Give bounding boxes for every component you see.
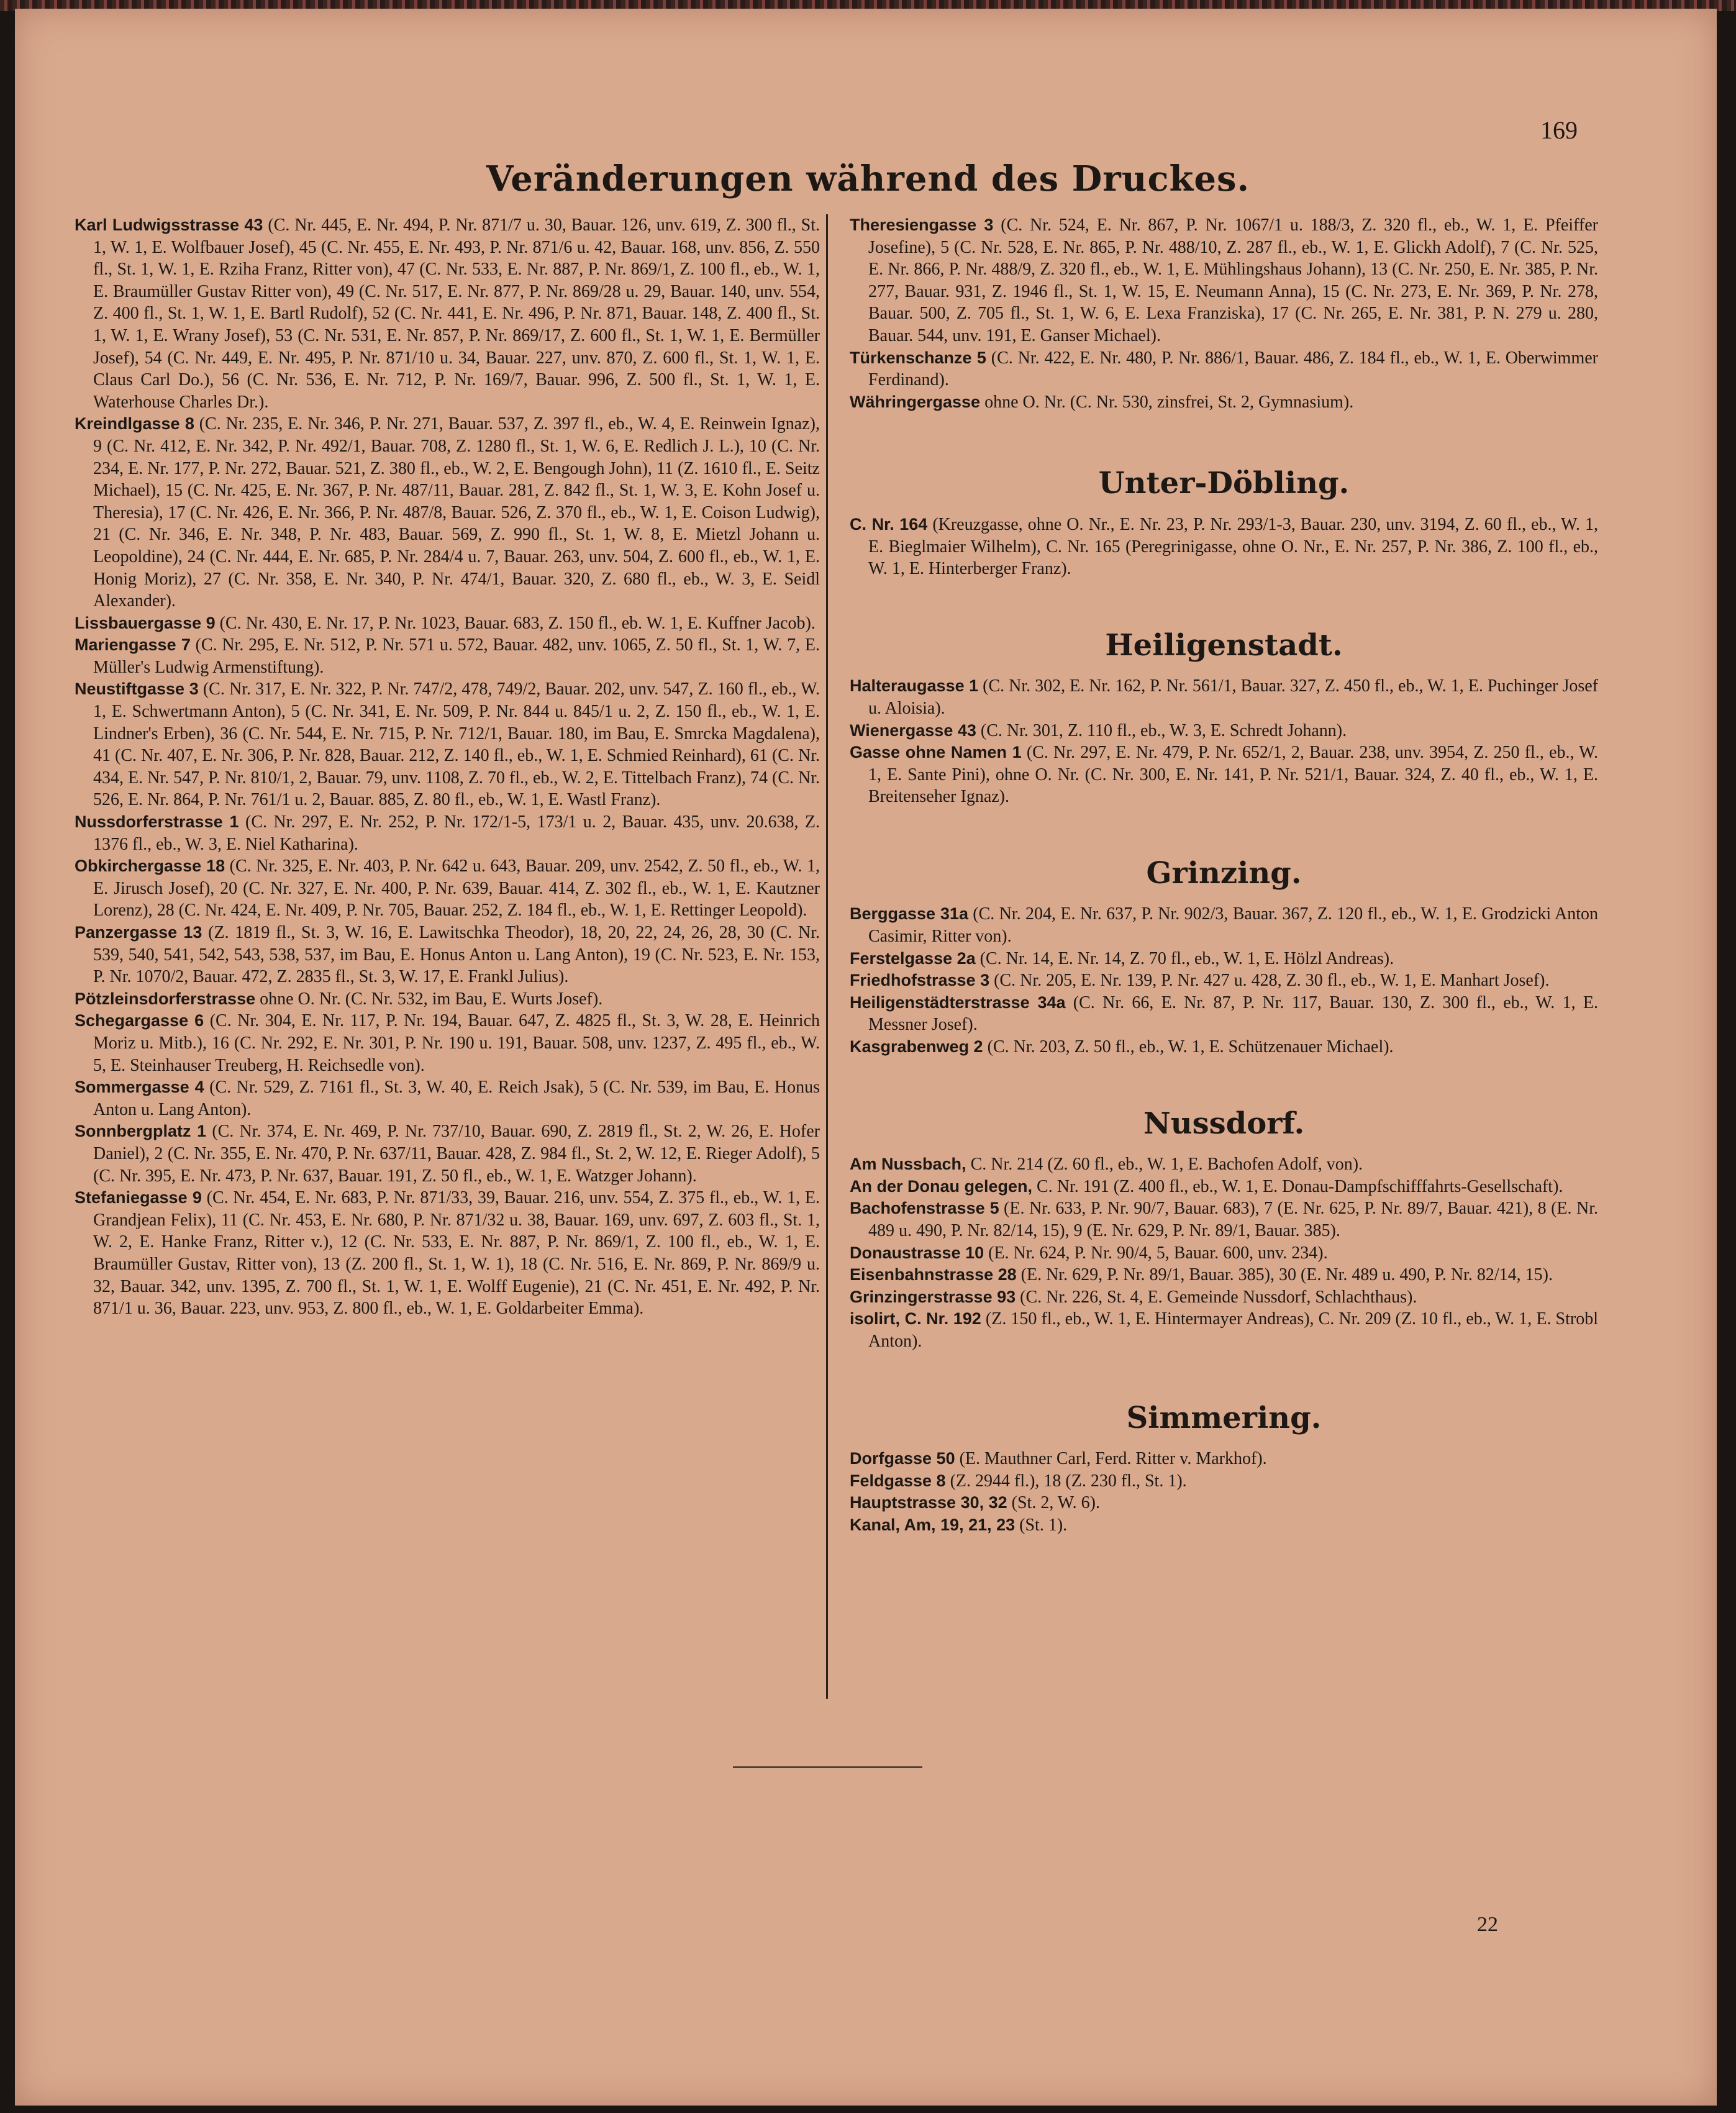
entry-details: (Z. 150 fl., eb., W. 1, E. Hintermayer Andreas), C. Nr. 209 (Z. 10 fl., eb., W. 1, E. Strobl Anton).	[868, 1309, 1598, 1351]
street-name: Gasse ohne Namen 1	[850, 743, 1022, 762]
directory-entry	[850, 1514, 1598, 1537]
street-name: Friedhofstrasse 3	[850, 971, 990, 990]
entry-details: (Z. 1819 fl., St. 3, W. 16, E. Lawitschka Theodor), 18, 20, 22, 24, 26, 28, 30 (C. Nr. 539, 540, 541, 542, 543, 538, 537, im Bau, E. Honus Anton u. Lang Anton), 19 (C. Nr. 523, E. Nr. 153, P. Nr. 1070/2, Bauar. 472, Z. 2835 fl., St. 3, W. 17, E. Frankl Julius).	[93, 923, 820, 987]
directory-entry	[850, 1492, 1598, 1514]
entry-details: (C. Nr. 524, E. Nr. 867, P. Nr. 1067/1 u. 188/3, Z. 320 fl., eb., W. 1, E. Pfeiffer Josefine), 5 (C. Nr. 528, E. Nr. 865, P. Nr. 488/10, Z. 287 fl., eb., W. 1, E. Glickh Adolf), 7 (C. Nr. 525, E. Nr. 866, P. Nr. 488/9, Z. 320 fl., eb., W. 1, E. Mühlingshaus Johann), 13 (C. Nr. 250, E. Nr. 385, P. Nr. 277, Bauar. 931, Z. 1946 fl., St. 1, W. 15, E. Neumann Anna), 15 (C. Nr. 273, E. Nr. 369, P. Nr. 278, Bauar. 500, Z. 705 fl., St. 1, W. 6, E. Lexa Franziska), 17 (C. Nr. 265, E. Nr. 381, P. N. 279 u. 280, Bauar. 544, unv. 191, E. Ganser Michael).	[868, 216, 1598, 345]
street-name: Neustiftgasse 3	[75, 679, 199, 699]
directory-entry	[850, 1448, 1598, 1470]
entry-details: ohne O. Nr. (C. Nr. 532, im Bau, E. Wurts Josef).	[255, 989, 603, 1009]
entry-details: (C. Nr. 301, Z. 110 fl., eb., W. 3, E. Schredt Johann).	[976, 720, 1347, 740]
directory-entry	[850, 720, 1598, 742]
street-name: Schegargasse 6	[75, 1011, 204, 1030]
street-name: Mariengasse 7	[75, 635, 191, 655]
entry-details: (C. Nr. 304, E. Nr. 117, P. Nr. 194, Bauar. 647, Z. 4825 fl., St. 3, W. 28, E. Heinrich Moriz u. Mitb.), 16 (C. Nr. 292, E. Nr. 301, P. Nr. 190 u. 191, Bauar. 508, unv. 1237, Z. 495 fl., eb., W. 5, E. Steinhauser Treuberg, H. Reichsedle von).	[93, 1011, 820, 1075]
directory-entry	[850, 992, 1598, 1036]
directory-entry	[850, 1197, 1598, 1242]
street-name: Dorfgasse 50	[850, 1449, 955, 1468]
directory-entry	[850, 1036, 1598, 1058]
entry-details: (E. Nr. 624, P. Nr. 90/4, 5, Bauar. 600, unv. 234).	[984, 1243, 1328, 1263]
street-name: Berggasse 31a	[850, 904, 968, 924]
entry-details: (C. Nr. 66, E. Nr. 87, P. Nr. 117, Bauar. 130, Z. 300 fl., eb., W. 1, E. Messner Josef).	[868, 993, 1598, 1035]
directory-entry	[850, 1264, 1598, 1286]
section-heading: Simmering.	[1126, 1400, 1322, 1435]
directory-entry	[75, 855, 820, 922]
street-name: isolirt, C. Nr. 192	[850, 1309, 981, 1329]
district-sections	[850, 466, 1598, 1536]
directory-entry	[850, 514, 1598, 580]
entry-details: (C. Nr. 297, E. Nr. 479, P. Nr. 652/1, 2, Bauar. 238, unv. 3954, Z. 250 fl., eb., W. 1, E. Sante Pini), ohne O. Nr. (C. Nr. 300, E. Nr. 141, P. Nr. 521/1, Bauar. 324, Z. 40 fl., eb., W. 1, E. Breitenseher Ignaz).	[868, 743, 1598, 807]
street-name: Hauptstrasse 30, 32	[850, 1493, 1007, 1512]
street-name: C. Nr. 164	[850, 514, 928, 534]
street-name: Kasgrabenweg 2	[850, 1037, 983, 1056]
street-name: Halteraugasse 1	[850, 676, 979, 696]
entry-details: (C. Nr. 226, St. 4, E. Gemeinde Nussdorf, Schlachthaus).	[1016, 1287, 1417, 1307]
street-name: Panzergasse 13	[75, 923, 202, 942]
section-heading: Grinzing.	[1146, 855, 1302, 891]
directory-entry	[75, 214, 820, 413]
entry-details: (C. Nr. 325, E. Nr. 403, P. Nr. 642 u. 643, Bauar. 209, unv. 2542, Z. 50 fl., eb., W. 1, E. Jirusch Josef), 20 (C. Nr. 327, E. Nr. 400, P. Nr. 639, Bauar. 414, Z. 302 fl., eb., W. 1, E. Kautzner Lorenz), 28 (C. Nr. 424, E. Nr. 409, P. Nr. 705, Bauar. 252, Z. 184 fl., eb., W. 1, E. Rettinger Leopold).	[93, 857, 820, 920]
right-top-entries	[850, 214, 1598, 413]
page-title: Veränderungen während des Druckes.	[486, 158, 1250, 199]
entry-details: (St. 2, W. 6).	[1007, 1493, 1100, 1513]
directory-entry	[850, 1286, 1598, 1309]
street-name: Bachofenstrasse 5	[850, 1199, 999, 1218]
entry-details: (C. Nr. 203, Z. 50 fl., eb., W. 1, E. Schützenauer Michael).	[983, 1037, 1394, 1057]
entry-details: (C. Nr. 297, E. Nr. 252, P. Nr. 172/1-5, 173/1 u. 2, Bauar. 435, unv. 20.638, Z. 1376 fl., eb., W. 3, E. Niel Katharina).	[93, 812, 820, 854]
directory-entry	[850, 970, 1598, 992]
directory-entry	[850, 1242, 1598, 1265]
end-rule	[733, 1766, 922, 1768]
directory-entry	[850, 675, 1598, 719]
street-name: Feldgasse 8	[850, 1471, 946, 1490]
directory-entry	[75, 811, 820, 855]
street-name: Theresiengasse 3	[850, 216, 994, 234]
street-name: Sommergasse 4	[75, 1078, 204, 1097]
street-name: Obkirchergasse 18	[75, 857, 225, 876]
entry-details: (St. 1).	[1015, 1515, 1068, 1535]
sheet-number: 22	[1477, 1913, 1498, 1936]
street-name: Ferstelgasse 2a	[850, 948, 976, 968]
section-heading: Nussdorf.	[1143, 1106, 1305, 1141]
entry-details: (C. Nr. 422, E. Nr. 480, P. Nr. 886/1, Bauar. 486, Z. 184 fl., eb., W. 1, E. Oberwimmer Ferdinand).	[868, 348, 1598, 390]
page-number: 169	[1540, 116, 1578, 144]
section-heading: Heiligenstadt.	[1105, 627, 1343, 663]
street-name: Pötzleinsdorferstrasse	[75, 989, 256, 1008]
entry-details: (C. Nr. 235, E. Nr. 346, P. Nr. 271, Bauar. 537, Z. 397 fl., eb., W. 4, E. Reinwein Ignaz), 9 (C. Nr. 412, E. Nr. 342, P. Nr. 492/1, Bauar. 708, Z. 1280 fl., St. 1, W. 6, E. Redlich J. L.), 10 (C. Nr. 234, E. Nr. 177, P. Nr. 272, Bauar. 521, Z. 380 fl., eb., W. 2, E. Bengough John), 11 (Z. 1610 fl., E. Seitz Michael), 15 (C. Nr. 425, E. Nr. 367, P. Nr. 487/11, Bauar. 281, Z. 842 fl., St. 1, W. 3, E. Kohn Josef u. Theresia), 17 (C. Nr. 426, E. Nr. 366, P. Nr. 487/8, Bauar. 526, Z. 370 fl., eb., W. 1, E. Coison Ludwig), 21 (C. Nr. 346, E. Nr. 348, P. Nr. 483, Bauar. 569, Z. 990 fl., St. 1, W. 8, E. Mietzl Johann u. Leopoldine), 24 (C. Nr. 444, E. Nr. 685, P. Nr. 284/4 u. 7, Bauar. 263, unv. 504, Z. 600 fl., eb., W. 1, E. Honig Moriz), 27 (C. Nr. 358, E. Nr. 340, P. Nr. 474/1, Bauar. 320, Z. 680 fl., eb., W. 3, E. Seidl Alexander).	[93, 414, 820, 611]
entry-details: (C. Nr. 445, E. Nr. 494, P. Nr. 871/7 u. 30, Bauar. 126, unv. 619, Z. 300 fl., St. 1, W. 1, E. Wolfbauer Josef), 45 (C. Nr. 455, E. Nr. 493, P. Nr. 871/6 u. 42, Bauar. 168, unv. 856, Z. 550 fl., St. 1, W. 1, E. Rziha Franz, Ritter von), 47 (C. Nr. 533, E. Nr. 887, P. Nr. 869/1, Z. 100 fl., eb., W. 1, E. Braumüller Gustav Ritter von), 49 (C. Nr. 517, E. Nr. 877, P. Nr. 869/28 u. 29, Bauar. 140, unv. 554, Z. 400 fl., St. 1, W. 1, E. Bartl Rudolf), 52 (C. Nr. 441, E. Nr. 496, P. Nr. 871, Bauar. 148, Z. 400 fl., St. 1, W. 1, E. Wrany Josef), 53 (C. Nr. 531, E. Nr. 857, P. Nr. 869/17, Z. 600 fl., St. 1, W. 1, E. Bermüller Josef), 54 (C. Nr. 449, E. Nr. 495, P. Nr. 871/10 u. 34, Bauar. 227, unv. 870, Z. 600 fl., St. 1, W. 1, E. Claus Carl Do.), 56 (C. Nr. 536, E. Nr. 712, P. Nr. 169/7, Bauar. 996, Z. 500 fl., St. 1, W. 1, E. Waterhouse Charles Dr.).	[93, 216, 820, 412]
directory-entry	[75, 634, 820, 678]
street-name: Am Nussbach,	[850, 1155, 966, 1174]
entry-details: C. Nr. 191 (Z. 400 fl., eb., W. 1, E. Donau-Dampfschifffahrts-Gesellschaft).	[1032, 1176, 1563, 1196]
directory-entry	[850, 214, 1598, 347]
street-name: Nussdorferstrasse 1	[75, 812, 239, 832]
entry-details: (Kreuzgasse, ohne O. Nr., E. Nr. 23, P. Nr. 293/1-3, Bauar. 230, unv. 3194, Z. 60 fl., eb., W. 1, E. Bieglmaier Wilhelm), C. Nr. 165 (Peregrinigasse, ohne O. Nr., E. Nr. 257, P. Nr. 386, Z. 100 fl., eb., W. 1, E. Hinterberger Franz).	[868, 514, 1598, 579]
street-name: An der Donau gelegen,	[850, 1176, 1033, 1196]
street-name: Türkenschanze 5	[850, 348, 986, 367]
directory-entry	[850, 742, 1598, 808]
directory-entry	[75, 1076, 820, 1120]
street-name: Sonnbergplatz 1	[75, 1122, 207, 1141]
street-name: Stefaniegasse 9	[75, 1188, 202, 1207]
entry-details: C. Nr. 214 (Z. 60 fl., eb., W. 1, E. Bachofen Adolf, von).	[966, 1155, 1363, 1175]
entry-details: ohne O. Nr. (C. Nr. 530, zinsfrei, St. 2, Gymnasium).	[980, 392, 1354, 412]
entry-details: (C. Nr. 374, E. Nr. 469, P. Nr. 737/10, Bauar. 690, Z. 2819 fl., St. 2, W. 26, E. Hofer Daniel), 2 (C. Nr. 355, E. Nr. 470, P. Nr. 637/11, Bauar. 428, Z. 984 fl., St. 2, W. 12, E. Rieger Adolf), 5 (C. Nr. 395, E. Nr. 473, P. Nr. 637, Bauar. 191, Z. 50 fl., eb., W. 1, E. Watzger Johann).	[93, 1122, 820, 1186]
directory-entry	[75, 1187, 820, 1320]
directory-entry	[850, 948, 1598, 970]
street-name: Karl Ludwigsstrasse 43	[75, 216, 263, 234]
street-name: Donaustrasse 10	[850, 1243, 984, 1262]
entry-details: (C. Nr. 529, Z. 7161 fl., St. 3, W. 40, E. Reich Jsak), 5 (C. Nr. 539, im Bau, E. Honus Anton u. Lang Anton).	[93, 1078, 820, 1119]
right-column	[850, 214, 1598, 1537]
entry-details: (C. Nr. 317, E. Nr. 322, P. Nr. 747/2, 478, 749/2, Bauar. 202, unv. 547, Z. 160 fl., eb., W. 1, E. Schwertmann Anton), 5 (C. Nr. 341, E. Nr. 509, P. Nr. 844 u. 845/1 u. 2, Z. 150 fl., eb., W. 1, E. Lindner's Erben), 36 (C. Nr. 544, E. Nr. 715, P. Nr. 712/1, Bauar. 180, im Bau, E. Smrcka Magdalena), 41 (C. Nr. 407, E. Nr. 306, P. Nr. 828, Bauar. 212, Z. 140 fl., eb., W. 1, E. Schmied Reinhard), 61 (C. Nr. 434, E. Nr. 547, P. Nr. 810/1, 2, Bauar. 79, unv. 1108, Z. 70 fl., eb., W. 2, E. Tittelbach Franz), 74 (C. Nr. 526, E. Nr. 864, P. Nr. 761/1 u. 2, Bauar. 885, Z. 80 fl., eb., W. 1, E. Wastl Franz).	[93, 679, 820, 810]
directory-entry	[850, 1308, 1598, 1352]
entry-details: (C. Nr. 454, E. Nr. 683, P. Nr. 871/33, 39, Bauar. 216, unv. 554, Z. 375 fl., eb., W. 1, E. Grandjean Felix), 11 (C. Nr. 453, E. Nr. 680, P. Nr. 871/32 u. 38, Bauar. 169, unv. 697, Z. 603 fl., St. 1, W. 2, E. Hanke Franz, Ritter v.), 12 (C. Nr. 533, E. Nr. 887, P. Nr. 869/1, Z. 100 fl., eb., W. 1, E. Braumüller Gustav, Ritter von), 13 (Z. 200 fl., St. 1, W. 1), 18 (C. Nr. 516, E. Nr. 869, P. Nr. 869/9 u. 32, Bauar. 342, unv. 1395, Z. 700 fl., St. 1, W. 1, E. Wolff Eugenie), 21 (C. Nr. 451, E. Nr. 492, P. Nr. 871/1 u. 36, Bauar. 223, unv. 953, Z. 800 fl., eb., W. 1, E. Goldarbeiter Emma).	[93, 1188, 820, 1319]
directory-entry	[75, 1010, 820, 1076]
directory-entry	[850, 347, 1598, 391]
column-divider	[826, 214, 828, 1699]
directory-entry	[850, 1470, 1598, 1493]
entry-details: (E. Nr. 633, P. Nr. 90/7, Bauar. 683), 7 (E. Nr. 625, P. Nr. 89/7, Bauar. 421), 8 (E. Nr. 489 u. 490, P. Nr. 82/14, 15), 9 (E. Nr. 629, P. Nr. 89/1, Bauar. 385).	[868, 1199, 1598, 1240]
directory-entry	[75, 922, 820, 988]
directory-entry	[75, 413, 820, 612]
entry-details: (C. Nr. 14, E. Nr. 14, Z. 70 fl., eb., W. 1, E. Hölzl Andreas).	[975, 948, 1394, 968]
entry-details: (C. Nr. 205, E. Nr. 139, P. Nr. 427 u. 428, Z. 30 fl., eb., W. 1, E. Manhart Josef).	[989, 971, 1550, 991]
entry-details: (E. Mauthner Carl, Ferd. Ritter v. Markhof).	[955, 1449, 1267, 1469]
entry-details: (C. Nr. 430, E. Nr. 17, P. Nr. 1023, Bauar. 683, Z. 150 fl., eb. W. 1, E. Kuffner Jacob).	[215, 613, 816, 633]
directory-entry	[850, 1176, 1598, 1198]
entry-details: (Z. 2944 fl.), 18 (Z. 230 fl., St. 1).	[945, 1471, 1187, 1491]
street-name: Grinzingerstrasse 93	[850, 1287, 1016, 1306]
street-name: Wienergasse 43	[850, 720, 976, 740]
street-name: Eisenbahnstrasse 28	[850, 1265, 1017, 1284]
entry-details: (E. Nr. 629, P. Nr. 89/1, Bauar. 385), 30 (E. Nr. 489 u. 490, P. Nr. 82/14, 15).	[1016, 1265, 1553, 1285]
left-column	[75, 214, 820, 1320]
entry-details: (C. Nr. 302, E. Nr. 162, P. Nr. 561/1, Bauar. 327, Z. 450 fl., eb., W. 1, E. Puchinger Josef u. Aloisia).	[868, 676, 1598, 718]
directory-entry	[75, 988, 820, 1011]
street-name: Kanal, Am, 19, 21, 23	[850, 1515, 1016, 1534]
directory-entry	[75, 678, 820, 811]
directory-entry	[850, 391, 1598, 414]
directory-entry	[850, 903, 1598, 947]
street-name: Heiligenstädterstrasse 34a	[850, 993, 1066, 1012]
entry-details: (C. Nr. 204, E. Nr. 637, P. Nr. 902/3, Bauar. 367, Z. 120 fl., eb., W. 1, E. Grodzicki Anton Casimir, Ritter von).	[868, 904, 1598, 947]
directory-entry	[75, 612, 820, 635]
street-name: Lissbauergasse 9	[75, 613, 216, 632]
street-name: Währingergasse	[850, 392, 981, 411]
street-name: Kreindlgasse 8	[75, 414, 194, 434]
directory-entry	[75, 1120, 820, 1187]
directory-entry	[850, 1153, 1598, 1176]
entry-details: (C. Nr. 295, E. Nr. 512, P. Nr. 571 u. 572, Bauar. 482, unv. 1065, Z. 50 fl., St. 1, W. 7, E. Müller's Ludwig Armenstiftung).	[93, 635, 820, 677]
section-heading: Unter-Döbling.	[1098, 466, 1350, 501]
